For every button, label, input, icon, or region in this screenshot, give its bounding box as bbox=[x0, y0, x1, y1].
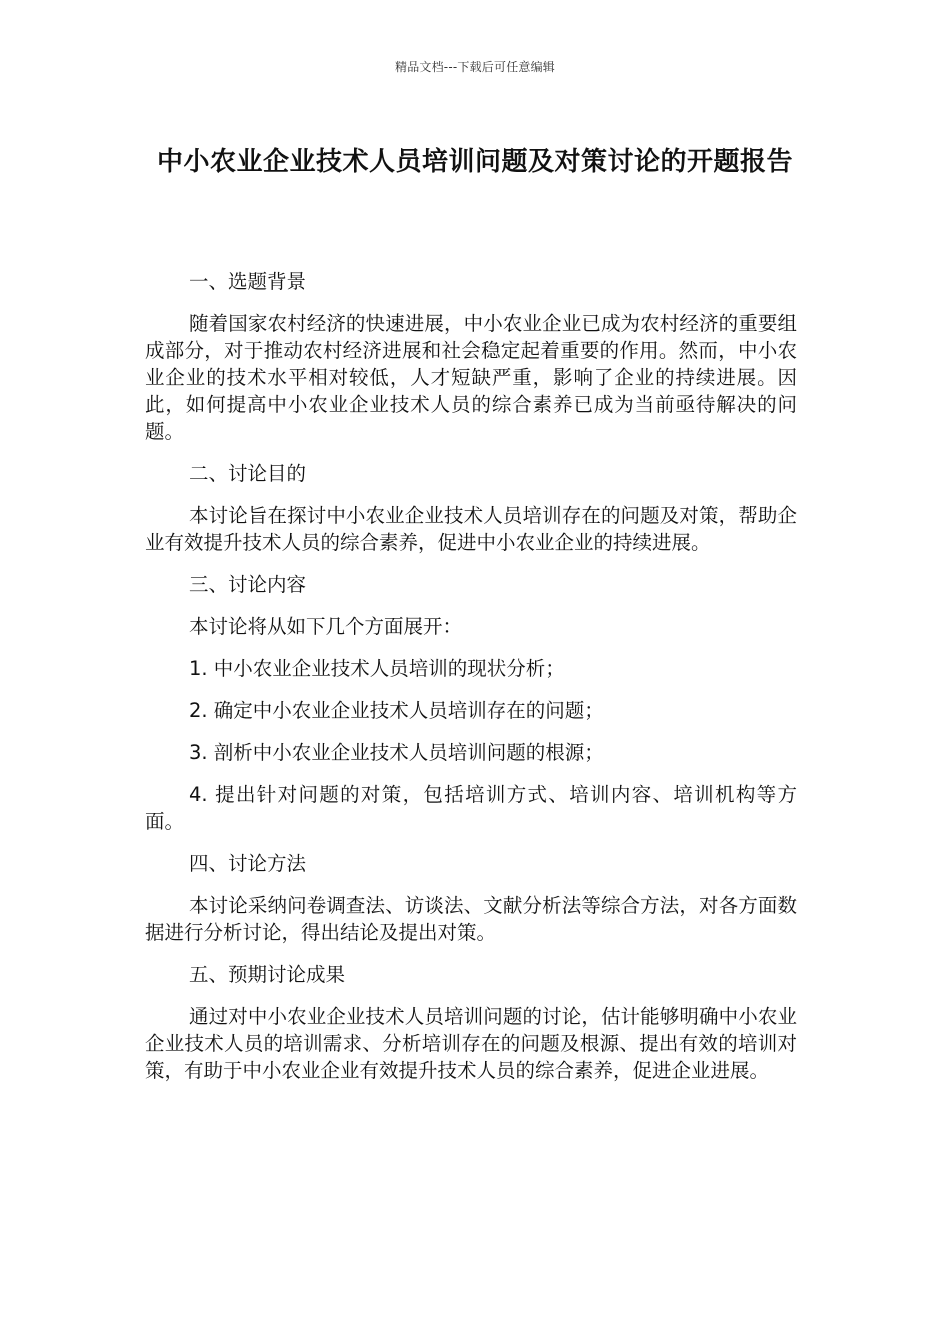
section-heading-method: 四、讨论方法 bbox=[189, 852, 307, 875]
list-item: 2. 确定中小农业企业技术人员培训存在的问题； bbox=[189, 699, 604, 722]
header-note: 精品文档---下载后可任意编辑 bbox=[395, 60, 555, 74]
list-item: 4. 提出针对问题的对策，包括培训方式、培训内容、培训机构等方面。 bbox=[145, 783, 797, 833]
content-list bbox=[145, 655, 797, 835]
section-paragraph-purpose: 本讨论旨在探讨中小农业企业技术人员培训存在的问题及对策，帮助企业有效提升技术人员的综合素养，促进中小农业企业的持续进展。 bbox=[145, 504, 797, 554]
section-heading-background: 一、选题背景 bbox=[189, 270, 307, 293]
list-item: 3. 剖析中小农业企业技术人员培训问题的根源； bbox=[189, 741, 604, 764]
section-paragraph-method: 本讨论采纳问卷调查法、访谈法、文献分析法等综合方法，对各方面数据进行分析讨论，得出结论及提出对策。 bbox=[145, 894, 797, 944]
section-heading-content: 三、讨论内容 bbox=[189, 573, 307, 596]
list-item: 1. 中小农业企业技术人员培训的现状分析； bbox=[189, 657, 565, 680]
document-title: 中小农业企业技术人员培训问题及对策讨论的开题报告 bbox=[156, 147, 793, 177]
document-body bbox=[145, 268, 797, 1099]
section-paragraph-background: 随着国家农村经济的快速进展，中小农业企业已成为农村经济的重要组成部分，对于推动农村经济进展和社会稳定起着重要的作用。然而，中小农业企业的技术水平相对较低，人才短缺严重，影响了企业的持续进展。因此，如何提高中小农业企业技术人员的综合素养已成为当前亟待解决的问题。 bbox=[145, 312, 797, 443]
section-heading-outcomes: 五、预期讨论成果 bbox=[189, 963, 346, 986]
section-intro-content: 本讨论将从如下几个方面展开： bbox=[189, 615, 463, 638]
section-heading-purpose: 二、讨论目的 bbox=[189, 462, 307, 485]
section-paragraph-outcomes: 通过对中小农业企业技术人员培训问题的讨论，估计能够明确中小农业企业技术人员的培训需求、分析培训存在的问题及根源、提出有效的培训对策，有助于中小农业企业有效提升技术人员的综合素养，促进企业进展。 bbox=[145, 1005, 797, 1082]
